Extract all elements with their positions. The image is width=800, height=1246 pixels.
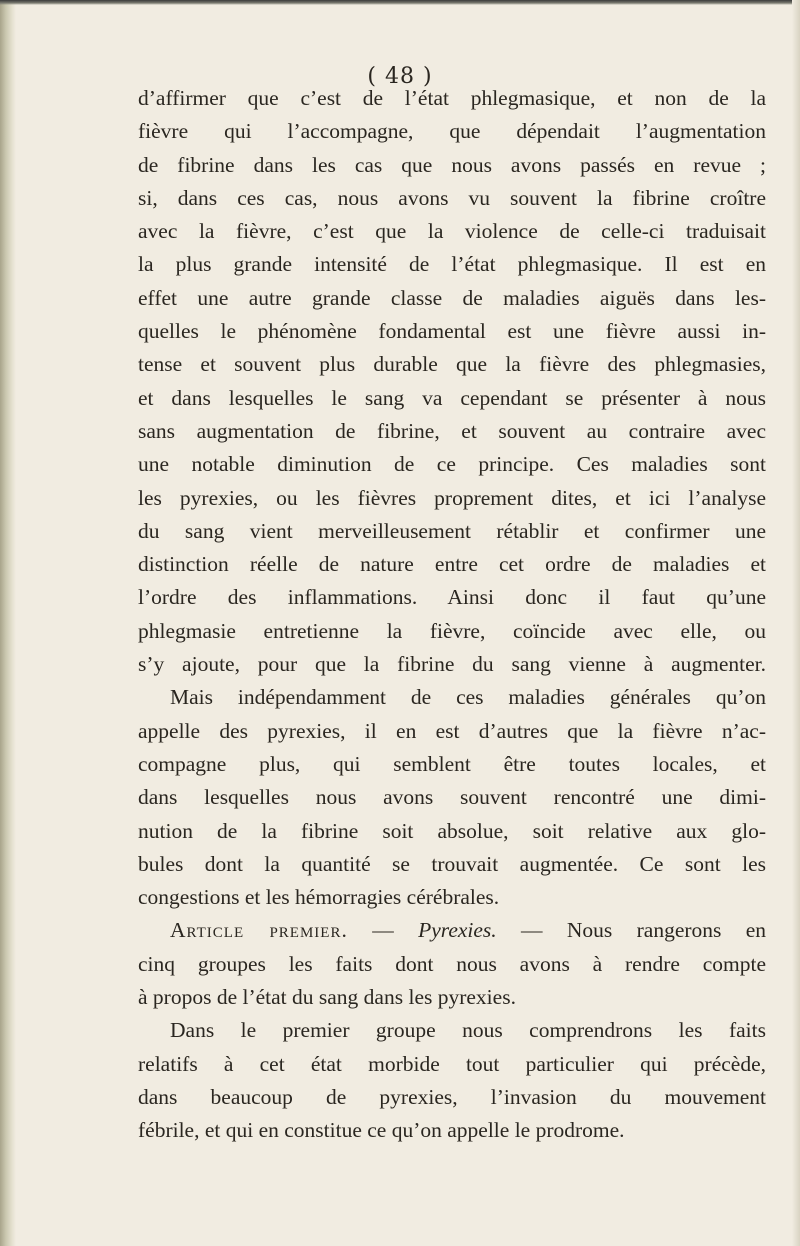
- text-line: si, dans ces cas, nous avons vu souvent la fibrine croître: [138, 185, 766, 210]
- body-text: [138, 82, 766, 1148]
- text-line: effet une autre grande classe de maladies aiguës dans les-: [138, 285, 766, 310]
- article-title: Pyrexies.: [418, 918, 497, 943]
- text-line: fièvre qui l’accompagne, que dépendait l’augmentation: [138, 119, 766, 144]
- text-line: du sang vient merveilleusement rétablir et confirmer une: [138, 518, 766, 543]
- em-dash: —: [372, 918, 394, 943]
- text-line: d’affirmer que c’est de l’état phlegmasique, et non de la: [138, 86, 766, 110]
- text-line: compagne plus, qui semblent être toutes locales, et: [138, 751, 766, 776]
- article-heading-line: [138, 914, 766, 947]
- text-line: sans augmentation de fibrine, et souvent au contraire avec: [138, 418, 766, 443]
- text-line: quelles le phénomène fondamental est une fièvre aussi in-: [138, 319, 766, 344]
- text-line: de fibrine dans les cas que nous avons passés en revue ;: [138, 152, 766, 177]
- text-line: fébrile, et qui en constitue ce qu’on appelle le prodrome.: [138, 1118, 625, 1143]
- text-line: la plus grande intensité de l’état phlegmasique. Il est en: [138, 252, 766, 277]
- page-binding-edge: [0, 0, 16, 1246]
- text-line: distinction réelle de nature entre cet ordre de maladies et: [138, 552, 766, 577]
- page-right-edge: [792, 0, 800, 1246]
- article-label: Article premier.: [170, 918, 348, 943]
- text-line: une notable diminution de ce principe. Ces maladies sont: [138, 452, 766, 477]
- text-line: s’y ajoute, pour que la fibrine du sang vienne à augmenter.: [138, 652, 766, 677]
- text-line: Dans le premier groupe nous comprendrons les faits: [170, 1018, 766, 1043]
- text-line: et dans lesquelles le sang va cependant se présenter à nous: [138, 385, 766, 410]
- text-line: appelle des pyrexies, il en est d’autres que la fièvre n’ac-: [138, 718, 766, 743]
- article-text: Nous rangerons en: [566, 918, 766, 943]
- text-line: phlegmasie entretienne la fièvre, coïncide avec elle, ou: [138, 618, 766, 643]
- text-line: dans beaucoup de pyrexies, l’invasion du mouvement: [138, 1084, 766, 1109]
- text-line: dans lesquelles nous avons souvent rencontré une dimi-: [138, 785, 766, 810]
- text-line: les pyrexies, ou les fièvres proprement dites, et ici l’analyse: [138, 485, 766, 510]
- text-line: Mais indépendamment de ces maladies générales qu’on: [170, 685, 766, 710]
- text-line: relatifs à cet état morbide tout particulier qui précède,: [138, 1051, 766, 1076]
- text-line: tense et souvent plus durable que la fièvre des phlegmasies,: [138, 352, 766, 377]
- text-line: à propos de l’état du sang dans les pyrexies.: [138, 985, 516, 1010]
- page-top-edge: [0, 0, 800, 5]
- text-line: nution de la fibrine soit absolue, soit relative aux glo-: [138, 818, 766, 843]
- text-line: avec la fièvre, c’est que la violence de celle-ci traduisait: [138, 219, 766, 244]
- text-line: cinq groupes les faits dont nous avons à rendre compte: [138, 951, 766, 976]
- text-line: l’ordre des inflammations. Ainsi donc il faut qu’une: [138, 585, 766, 610]
- text-line: congestions et les hémorragies cérébrales.: [138, 885, 500, 910]
- text-line: bules dont la quantité se trouvait augmentée. Ce sont les: [138, 851, 766, 876]
- page-number: ( 48 ): [367, 64, 433, 89]
- em-dash: —: [521, 918, 543, 943]
